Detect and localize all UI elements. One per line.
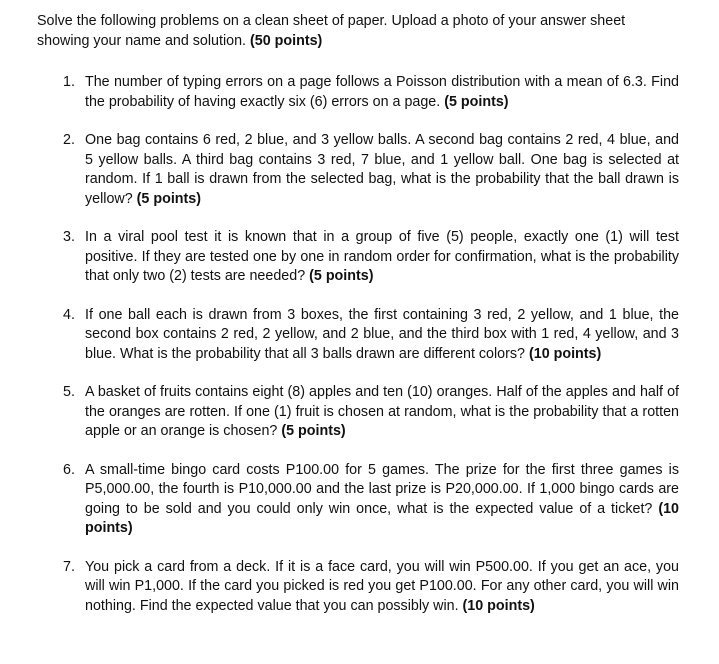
problem-text: If one ball each is drawn from 3 boxes, the first containing 3 red, 2 yellow, and 1 blue, the second box contains 2 red, 2 yellow, and 2 blue, and the third box with 1 red, 4 yellow, and 3 blue. What is the probability that all 3 balls drawn are different colors?: [85, 306, 679, 362]
problem-points: (10 points): [462, 597, 535, 614]
problem-points: (5 points): [136, 190, 202, 207]
problem-6: [37, 461, 679, 539]
problem-3: [37, 228, 679, 287]
instructions: [37, 12, 679, 51]
problem-text: A small-time bingo card costs P100.00 for 5 games. The prize for the first three games is P5,000.00, the fourth is P10,000.00 and the last prize is P20,000.00. If 1,000 bingo cards are going to be sold and you could only win once, what is the expected value of a ticket?: [85, 461, 679, 517]
problem-number: 2.: [63, 132, 75, 148]
problem-text: A basket of fruits contains eight (8) apples and ten (10) oranges. Half of the apples and half of the oranges are rotten. If one (1) fruit is chosen at random, what is the probability that a rotten apple or an orange is chosen?: [85, 384, 679, 439]
problem-number: 7.: [63, 558, 75, 575]
problem-1: [37, 73, 679, 112]
problem-2: [37, 131, 679, 209]
problem-number: 6.: [63, 461, 75, 478]
problem-points: (10 points): [85, 500, 679, 536]
problem-7: [37, 558, 679, 617]
total-points: (50 points): [250, 32, 323, 49]
problem-points: (5 points): [444, 93, 509, 110]
problem-text: You pick a card from a deck. If it is a face card, you will win P500.00. If you get an ace, you will win P1,000. If the card you picked is red you get P100.00. For any other card, you will win nothing. Find the expected value that you can possibly win.: [85, 558, 679, 614]
problem-points: (5 points): [309, 268, 374, 284]
problem-text: In a viral pool test it is known that in a group of five (5) people, exactly one (1) will test positive. If they are tested one by one in random order for confirmation, what is the probability that only two (2) tests are needed?: [85, 229, 679, 284]
problem-number: 3.: [63, 229, 75, 245]
problem-text: One bag contains 6 red, 2 blue, and 3 yellow balls. A second bag contains 2 red, 4 blue, and 5 yellow balls. A third bag contains 3 red, 7 blue, and 1 yellow ball. One bag is selected at random. If 1 ball is drawn from the selected bag, what is the probability that the ball drawn is yellow?: [85, 132, 679, 207]
problem-number: 1.: [63, 74, 75, 90]
problem-4: [37, 306, 679, 365]
problem-number: 4.: [63, 306, 75, 323]
problem-text: The number of typing errors on a page follows a Poisson distribution with a mean of 6.3. Find the probability of having exactly six (6) errors on a page.: [85, 74, 679, 110]
problem-points: (10 points): [528, 345, 602, 362]
problem-list: [37, 73, 679, 616]
problem-number: 5.: [63, 384, 75, 400]
problem-5: [37, 383, 679, 442]
instructions-text: Solve the following problems on a clean sheet of paper. Upload a photo of your answer sheet showing your name and solution.: [37, 13, 626, 49]
problem-points: (5 points): [281, 423, 346, 439]
